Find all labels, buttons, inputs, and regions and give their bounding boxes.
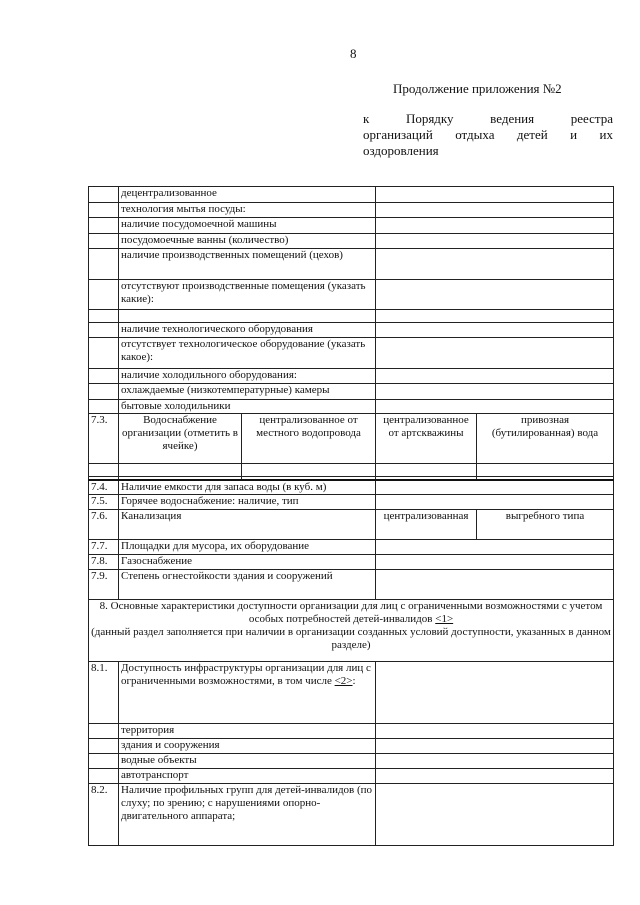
value-cell[interactable] [376, 662, 614, 724]
form-table [88, 186, 614, 846]
value-cell[interactable] [376, 218, 614, 234]
value-cell[interactable] [376, 249, 614, 280]
checkbox-cell[interactable] [242, 464, 376, 477]
word: Порядку [405, 111, 454, 126]
word: их [599, 127, 613, 142]
row-tech-equipment: наличие технологического оборудования [119, 323, 376, 338]
value-cell[interactable] [376, 338, 614, 369]
row-production-rooms: наличие производственных помещений (цехов) [119, 249, 376, 280]
word: отдыха [455, 127, 495, 142]
item-transport: автотранспорт [119, 769, 376, 784]
row-number: 7.5. [89, 495, 119, 510]
value-cell[interactable] [376, 323, 614, 338]
value-cell[interactable] [376, 570, 614, 600]
value-cell[interactable] [376, 784, 614, 846]
value-cell[interactable] [376, 540, 614, 555]
row-no-production-rooms: отсутствуют производственные помещения (указать какие): [119, 280, 376, 310]
value-cell[interactable] [376, 310, 614, 323]
water-supply-label: Водоснабжение организации (отметить в ячейке) [119, 414, 242, 464]
row-cold-chambers: охлаждаемые (низкотемпературные) камеры [119, 384, 376, 400]
item-buildings: здания и сооружения [119, 739, 376, 754]
row-number: 7.7. [89, 540, 119, 555]
word: реестра [570, 111, 613, 126]
value-cell[interactable] [376, 555, 614, 570]
row-number: 7.6. [89, 510, 119, 540]
word: детей [516, 127, 548, 142]
water-option-bottled: привозная (бутилированная) вода [477, 414, 614, 464]
sewage-label: Канализация [119, 510, 376, 540]
section-8-title: 8. Основные характеристики доступности организации для лиц с ограниченными возможностями с учетом особых потребностей детей-инвалидов [99, 600, 603, 625]
order-line-1 [363, 111, 613, 127]
row-number: 8.1. [89, 662, 119, 724]
sewage-option-central: централизованная [376, 510, 477, 540]
value-cell[interactable] [376, 754, 614, 769]
row-number: 8.2. [89, 784, 119, 846]
item-territory: территория [119, 724, 376, 739]
row-decentralized: децентрализованное [119, 187, 376, 203]
empty-row [119, 310, 376, 323]
row-fridges: бытовые холодильники [119, 400, 376, 414]
value-cell[interactable] [376, 384, 614, 400]
row-no-tech-equipment: отсутствует технологическое оборудование (указать какое): [119, 338, 376, 369]
footnote-link-2[interactable]: <2> [334, 675, 353, 687]
accessibility-label: Доступность инфраструктуры организации для лиц с ограниченными возможностями, в том числе <2>: [119, 662, 376, 724]
value-cell[interactable] [376, 739, 614, 754]
order-line-3: оздоровления [363, 143, 439, 158]
fire-resistance-label: Степень огнестойкости здания и сооружений [119, 570, 376, 600]
page-number: 8 [350, 46, 357, 61]
value-cell[interactable] [376, 187, 614, 203]
row-number: 7.4. [89, 480, 119, 495]
row-sinks: посудомоечные ванны (количество) [119, 234, 376, 249]
row-number: 7.9. [89, 570, 119, 600]
order-reference [363, 111, 613, 159]
value-cell[interactable] [376, 234, 614, 249]
footnote-link-1[interactable]: <1> [435, 613, 454, 625]
word: к [363, 111, 370, 126]
water-option-well: централизованное от артскважины [376, 414, 477, 464]
water-option-local: централизованное от местного водопровода [242, 414, 376, 464]
row-dishwasher: наличие посудомоечной машины [119, 218, 376, 234]
gas-label: Газоснабжение [119, 555, 376, 570]
word: и [570, 127, 578, 142]
continuation-heading: Продолжение приложения №2 [393, 81, 562, 96]
item-water-objects: водные объекты [119, 754, 376, 769]
checkbox-cell[interactable] [477, 464, 614, 477]
section-8-header [89, 600, 614, 662]
value-cell[interactable] [376, 280, 614, 310]
value-cell[interactable] [376, 203, 614, 218]
value-cell[interactable] [376, 724, 614, 739]
row-cold-equipment: наличие холодильного оборудования: [119, 369, 376, 384]
value-cell[interactable] [376, 369, 614, 384]
row-number: 7.3. [89, 414, 119, 464]
sewage-option-cesspool: выгребного типа [477, 510, 614, 540]
water-tank-label: Наличие емкости для запаса воды (в куб. м) [119, 480, 376, 495]
word: ведения [490, 111, 535, 126]
hot-water-label: Горячее водоснабжение: наличие, тип [119, 495, 376, 510]
row-number: 7.8. [89, 555, 119, 570]
garbage-label: Площадки для мусора, их оборудование [119, 540, 376, 555]
word: организаций [363, 127, 433, 142]
value-cell[interactable] [376, 495, 614, 510]
profile-groups-label: Наличие профильных групп для детей-инвалидов (по слуху; по зрению; с нарушениями опорно-двигательного аппарата; [119, 784, 376, 846]
accessibility-text: Доступность инфраструктуры организации для лиц с ограниченными возможностями, в том числе [121, 662, 371, 687]
value-cell[interactable] [376, 769, 614, 784]
row-dishwashing: технология мытья посуды: [119, 203, 376, 218]
order-line-2 [363, 127, 613, 143]
value-cell[interactable] [376, 480, 614, 495]
checkbox-cell[interactable] [376, 464, 477, 477]
section-8-note: (данный раздел заполняется при наличии в организации созданных условий доступности, указанных в данном разделе) [91, 626, 611, 651]
value-cell[interactable] [376, 400, 614, 414]
